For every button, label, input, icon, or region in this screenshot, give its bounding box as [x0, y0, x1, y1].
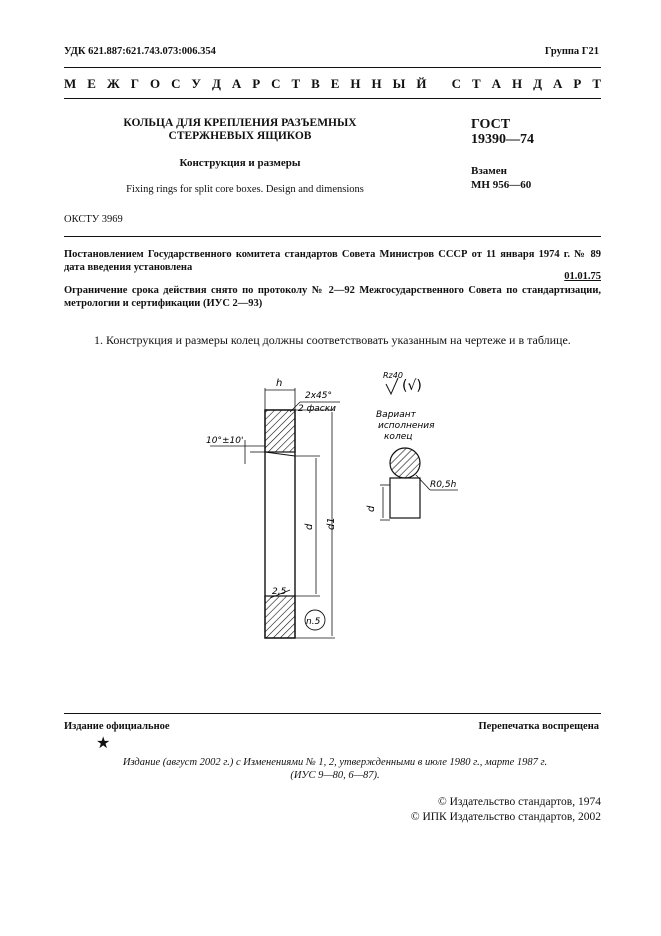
- dim-tolerance: 2,5: [272, 587, 287, 597]
- group-code: Группа Г21: [544, 46, 599, 57]
- banner-letter: У: [191, 76, 201, 91]
- footer-rule: [64, 713, 601, 714]
- clause-1: 1. Конструкция и размеры колец должны соответствовать указанным на чертеже и в таблице.: [94, 333, 571, 347]
- banner-letter: С: [451, 76, 462, 91]
- banner-letter: А: [231, 76, 242, 91]
- variant-d: d: [366, 505, 377, 512]
- document-title: КОЛЬЦА ДЛЯ КРЕПЛЕНИЯ РАЗЪЕМНЫХ СТЕРЖНЕВЫХ ЯЩИКОВ: [123, 117, 357, 142]
- variant-line-1: Вариант: [376, 410, 416, 420]
- banner-letter: Т: [472, 76, 481, 91]
- banner-letter: Ж: [106, 76, 120, 91]
- banner-letter: Н: [350, 76, 361, 91]
- banner-letter: [437, 76, 440, 92]
- official-edition: Издание официальное: [64, 721, 170, 732]
- ring-section-top: [265, 410, 295, 452]
- effective-date: 01.01.75: [564, 271, 601, 282]
- ring-section-bottom: [265, 596, 295, 638]
- okstu-code: ОКСТУ 3969: [64, 214, 123, 225]
- roughness-label: Rz40: [383, 371, 403, 380]
- standard-banner: [64, 76, 601, 92]
- variant-profile: [390, 448, 420, 478]
- angle-label: 10°±10': [206, 436, 244, 446]
- banner-letter: Ы: [392, 76, 406, 91]
- radius-label: R0,5h: [430, 480, 457, 490]
- banner-letter: Д: [533, 76, 543, 91]
- banner-letter: Д: [211, 76, 221, 91]
- section-rule: [64, 236, 601, 237]
- banner-letter: Н: [512, 76, 523, 91]
- banner-letter: Т: [592, 76, 601, 91]
- banner-letter: Р: [252, 76, 261, 91]
- dim-d1: d1: [326, 517, 337, 530]
- dim-d: d: [304, 523, 315, 530]
- banner-letter: Г: [130, 76, 139, 91]
- banner-letter: Е: [87, 76, 96, 91]
- reprint-notice: Перепечатка воспрещена: [478, 721, 599, 732]
- banner-letter: Н: [371, 76, 382, 91]
- banner-letter: С: [271, 76, 281, 91]
- banner-letter: М: [64, 76, 77, 91]
- decree-text: Постановлением Государственного комитета стандартов Совета Министров СССР от 11 января 1974 г. № 89 дата введения установлена: [64, 249, 601, 273]
- banner-letter: А: [491, 76, 502, 91]
- star-icon: ★: [96, 735, 111, 752]
- edition-note: Издание (август 2002 г.) с Изменениями № 1, 2, утвержденными в июле 1980 г., марте 1987 г. (ИУС 9—80, 6—87).: [122, 757, 548, 781]
- copyright: © Издательство стандартов, 1974 © ИПК Издательство стандартов, 2002: [410, 796, 601, 823]
- roughness-mark: (√): [402, 378, 422, 394]
- n5-label: n.5: [306, 617, 321, 627]
- top-rule: [64, 67, 601, 68]
- banner-letter: Й: [416, 76, 427, 91]
- variant-line-2: исполнения: [378, 421, 435, 431]
- banner-letter: Р: [573, 76, 582, 91]
- banner-letter: Е: [330, 76, 340, 91]
- gost-number: ГОСТ 19390—74: [471, 117, 534, 147]
- chamfer-label: 2х45°: [305, 391, 333, 401]
- banner-letter: Т: [291, 76, 301, 91]
- banner-letter: В: [311, 76, 320, 91]
- banner-letter: О: [149, 76, 161, 91]
- banner-rule: [64, 98, 601, 99]
- dim-h: h: [276, 378, 283, 389]
- document-subtitle: Конструкция и размеры: [179, 157, 301, 169]
- chamfer-count: 2 фаски: [298, 404, 337, 414]
- english-title: Fixing rings for split core boxes. Design and dimensions: [126, 184, 364, 195]
- limitation-text: Ограничение срока действия снято по протоколу № 2—92 Межгосударственного Совета по стандартизации, метрологии и сертификации (ИУС 2—93): [64, 285, 601, 309]
- ring-drawing: [190, 360, 490, 660]
- udk-code: УДК 621.887:621.743.073:006.354: [64, 46, 216, 57]
- banner-letter: А: [553, 76, 563, 91]
- banner-letter: С: [171, 76, 181, 91]
- replaces-standard: Взамен МН 956—60: [471, 165, 532, 191]
- variant-line-3: колец: [384, 432, 413, 442]
